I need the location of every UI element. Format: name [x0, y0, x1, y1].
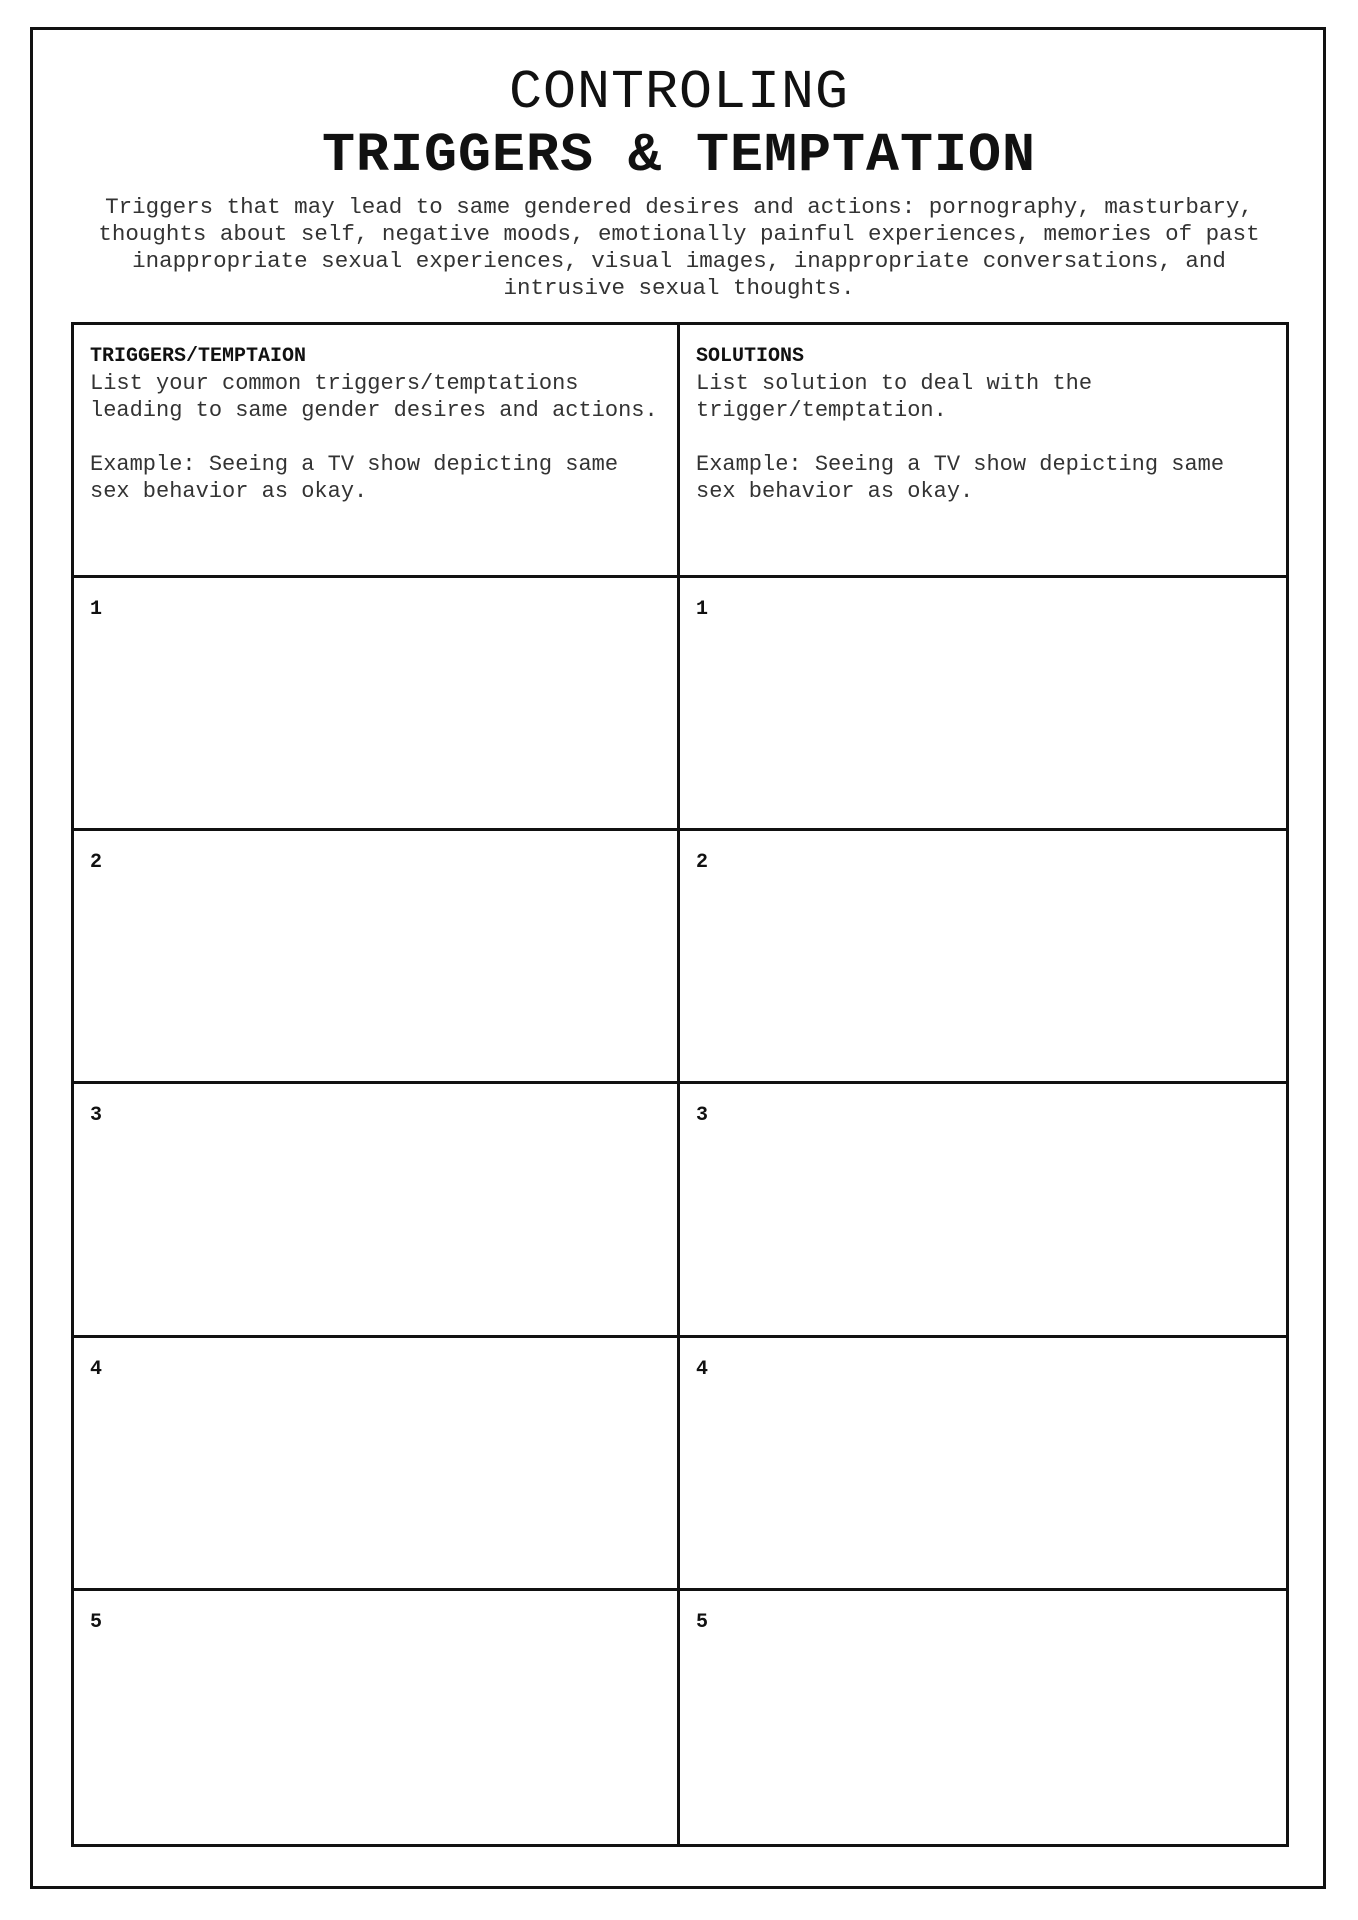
row-number: 2: [90, 851, 103, 875]
solution-entry-cell[interactable]: [680, 1338, 1286, 1591]
column-example: Example: Seeing a TV show depicting same sex behavior as okay.: [696, 452, 1238, 504]
trigger-entry-cell[interactable]: [74, 831, 680, 1084]
trigger-entry-cell[interactable]: [74, 578, 680, 831]
column-header-solutions: [680, 325, 1286, 578]
page-title-line-2: TRIGGERS & TEMPTATION: [321, 124, 1037, 187]
row-number: 1: [696, 598, 709, 621]
column-header-triggers: [74, 325, 680, 578]
row-number: 3: [696, 1104, 709, 1128]
row-number: 4: [90, 1357, 103, 1381]
column-example: Example: Seeing a TV show depicting same sex behavior as okay.: [90, 452, 632, 504]
row-number: 3: [90, 1104, 103, 1128]
column-heading: TRIGGERS/TEMPTAION: [90, 345, 307, 368]
solution-entry-cell[interactable]: [680, 831, 1286, 1084]
solution-entry-cell[interactable]: [680, 1591, 1286, 1844]
column-instruction: List your common triggers/temptations leading to same gender desires and actions.: [90, 371, 658, 423]
trigger-entry-cell[interactable]: [74, 1338, 680, 1591]
row-number: 4: [696, 1357, 709, 1381]
trigger-entry-cell[interactable]: [74, 1084, 680, 1337]
row-number: 5: [696, 1610, 709, 1634]
solution-entry-cell[interactable]: [680, 578, 1286, 831]
trigger-entry-cell[interactable]: [74, 1591, 680, 1844]
row-number: 2: [696, 851, 709, 875]
column-heading: SOLUTIONS: [696, 345, 805, 368]
solution-entry-cell[interactable]: [680, 1084, 1286, 1337]
row-number: 1: [90, 598, 103, 621]
column-instruction: List solution to deal with the trigger/temptation.: [696, 371, 1106, 423]
worksheet-table: [71, 322, 1289, 1847]
page-title-line-1: CONTROLING: [508, 61, 850, 124]
intro-text: Triggers that may lead to same gendered desires and actions: pornography, masturbary, thoughts about self, negative moods, emotionally painful experiences, memories of past inappropriate sexual experiences, visual images, inappropriate conversations, and intrusive sexual thoughts.: [98, 194, 1260, 301]
row-number: 5: [90, 1610, 103, 1634]
